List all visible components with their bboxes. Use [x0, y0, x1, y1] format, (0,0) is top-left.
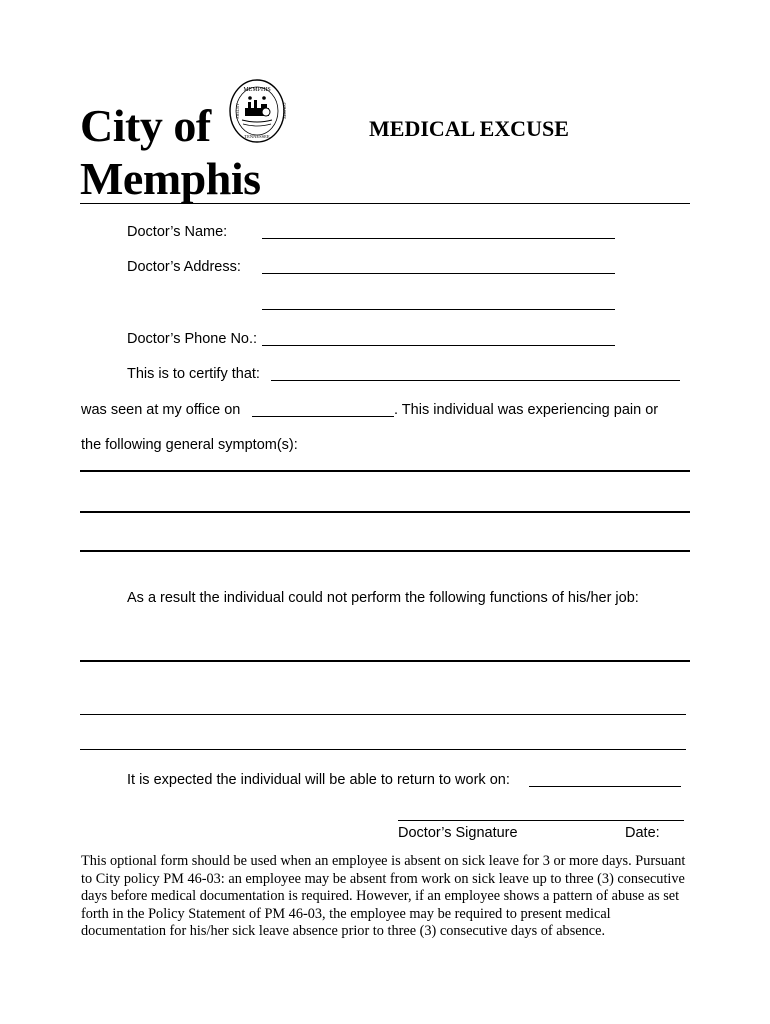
doctor-phone-field[interactable] [262, 345, 615, 346]
signature-label: Doctor’s Signature [398, 825, 518, 841]
symptoms-line-2[interactable] [80, 511, 690, 513]
doctor-name-field[interactable] [262, 238, 615, 239]
functions-label: As a result the individual could not perform the following functions of his/her job: [127, 590, 639, 606]
date-label: Date: [625, 825, 660, 841]
seal-right-text: COUNTY [282, 102, 287, 120]
doctor-name-label: Doctor’s Name: [127, 224, 228, 240]
doctor-phone-label: Doctor’s Phone No.: [127, 331, 258, 347]
document-title: MEDICAL EXCUSE [369, 116, 569, 141]
city-seal-icon [228, 78, 286, 144]
return-to-work-label: It is expected the individual will be able to return to work on: [127, 772, 510, 788]
seen-suffix-text: . This individual was experiencing pain or [394, 402, 659, 418]
seal-left-text: SHELBY [235, 103, 240, 119]
visit-date-field[interactable] [252, 416, 394, 417]
certify-label: This is to certify that: [127, 366, 260, 382]
return-date-field[interactable] [529, 786, 681, 787]
seal-bottom-text: TENNESSEE [244, 134, 270, 139]
brand-memphis: Memphis [80, 153, 261, 204]
symptoms-label: the following general symptom(s): [81, 437, 298, 453]
signature-field[interactable] [398, 820, 684, 821]
seal-top-text: MEMPHIS [243, 87, 271, 93]
policy-paragraph: This optional form should be used when an employee is absent on sick leave for 3 or more days. Pursuant to City policy PM 46-03: an employee may be absent from work on sick leave up to three (3) consecutive days before medical documentation is required. However, if an employee shows a pattern of abuse as set forth in the Policy Statement of PM 46-03, the employee may be required to present medical documentation for his/her sick leave absence prior to three (3) consecutive days of absence. [81, 853, 686, 940]
doctor-address-label: Doctor’s Address: [127, 259, 241, 275]
doctor-address-field-line1[interactable] [262, 273, 615, 274]
functions-line-2[interactable] [80, 714, 686, 715]
symptoms-line-3[interactable] [80, 550, 690, 552]
symptoms-line-1[interactable] [80, 470, 690, 472]
functions-line-3[interactable] [80, 749, 686, 750]
functions-line-1[interactable] [80, 660, 690, 662]
brand-city-of: City of [80, 100, 211, 151]
seen-prefix-text: was seen at my office on [81, 402, 241, 418]
patient-name-field[interactable] [271, 380, 680, 381]
doctor-address-field-line2[interactable] [262, 309, 615, 310]
header-divider [80, 203, 690, 204]
